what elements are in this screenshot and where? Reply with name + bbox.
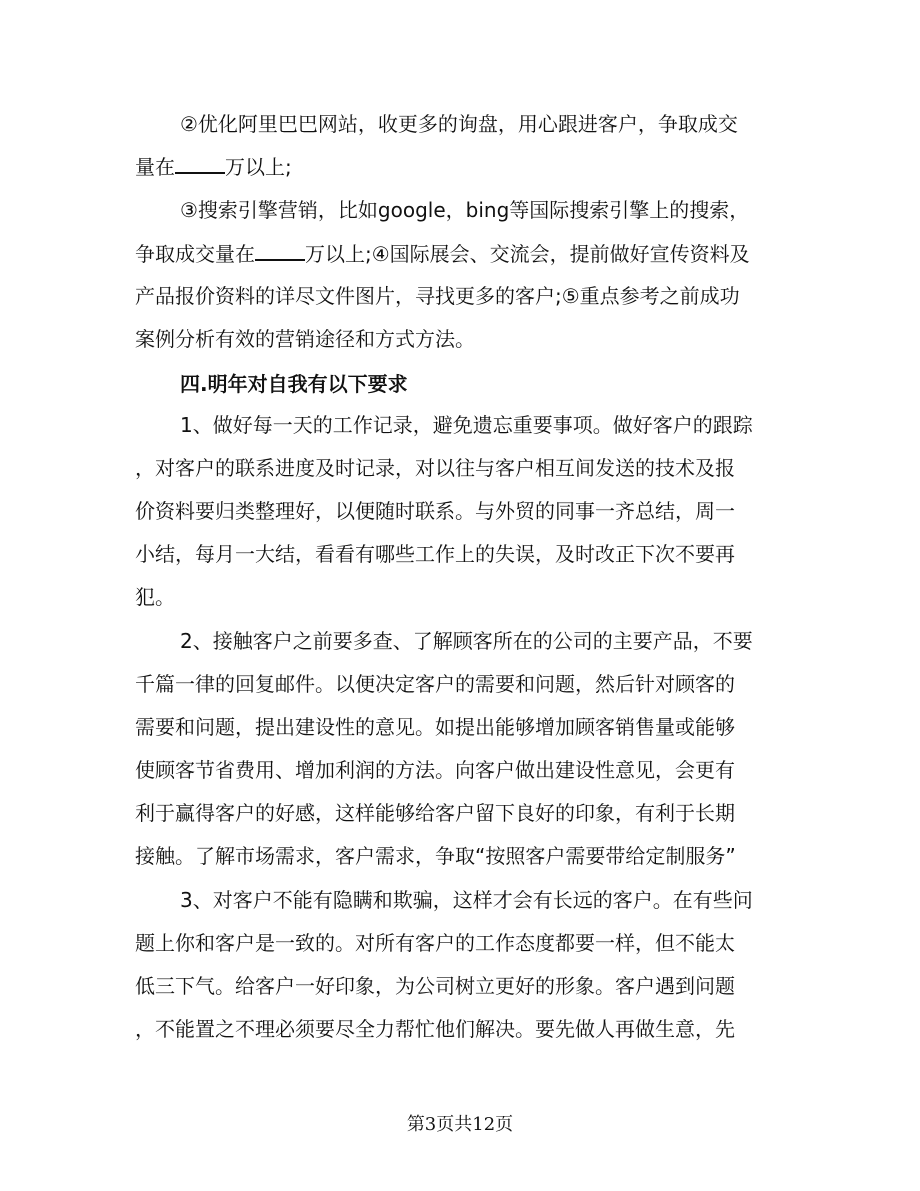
item3-line1: ③搜索引擎营销，比如google，bing等国际搜索引擎上的搜索， xyxy=(180,198,750,222)
item2-line2-a: 量在 xyxy=(135,155,175,179)
item3-line3: 产品报价资料的详尽文件图片，寻找更多的客户;⑤重点参考之前成功 xyxy=(135,284,740,308)
p2-line: 需要和问题，提出建设性的意见。如提出能够增加顾客销售量或能够 xyxy=(135,715,735,739)
p3-line: 低三下气。给客户一好印象，为公司树立更好的形象。客户遇到问题 xyxy=(135,974,735,998)
p1-line: ，对客户的联系进度及时记录，对以往与客户相互间发送的技术及报 xyxy=(135,456,735,480)
item2-line1: ②优化阿里巴巴网站，收更多的询盘，用心跟进客户，争取成交 xyxy=(180,112,738,136)
item3-line2-a: 争取成交量在 xyxy=(135,242,255,266)
p2-line: 2、接触客户之前要多查、了解顾客所在的公司的主要产品，不要 xyxy=(180,629,753,653)
item3-line2 xyxy=(0,239,920,268)
p1-line: 价资料要归类整理好，以便随时联系。与外贸的同事一齐总结，周一 xyxy=(135,499,735,523)
section4-heading: 四.明年对自我有以下要求 xyxy=(180,372,408,396)
page-number-footer: 第3页共12页 xyxy=(406,1114,514,1135)
item2-line2 xyxy=(0,152,920,181)
p1-line: 1、做好每一天的工作记录，避免遗忘重要事项。做好客户的跟踪 xyxy=(180,413,753,437)
blank-underline xyxy=(255,239,305,261)
blank-underline xyxy=(175,152,225,174)
p2-line: 千篇一律的回复邮件。以便决定客户的需要和问题，然后针对顾客的 xyxy=(135,672,735,696)
p2-line: 使顾客节省费用、增加利润的方法。向客户做出建设性意见，会更有 xyxy=(135,758,735,782)
p1-line: 犯。 xyxy=(135,585,175,609)
p2-line: 利于赢得客户的好感，这样能够给客户留下良好的印象，有利于长期 xyxy=(135,801,735,825)
p3-line: ，不能置之不理必须要尽全力帮忙他们解决。要先做人再做生意，先 xyxy=(135,1017,735,1041)
item3-line2-b: 万以上;④国际展会、交流会，提前做好宣传资料及 xyxy=(305,242,750,266)
p1-line: 小结，每月一大结，看看有哪些工作上的失误，及时改正下次不要再 xyxy=(135,542,735,566)
item3-line4: 案例分析有效的营销途径和方式方法。 xyxy=(135,327,475,351)
p3-line: 题上你和客户是一致的。对所有客户的工作态度都要一样，但不能太 xyxy=(135,931,735,955)
item2-line2-b: 万以上; xyxy=(225,155,292,179)
p2-line: 接触。了解市场需求，客户需求，争取“按照客户需要带给定制服务” xyxy=(135,844,736,868)
p3-line: 3、对客户不能有隐瞒和欺骗，这样才会有长远的客户。在有些问 xyxy=(180,888,753,912)
